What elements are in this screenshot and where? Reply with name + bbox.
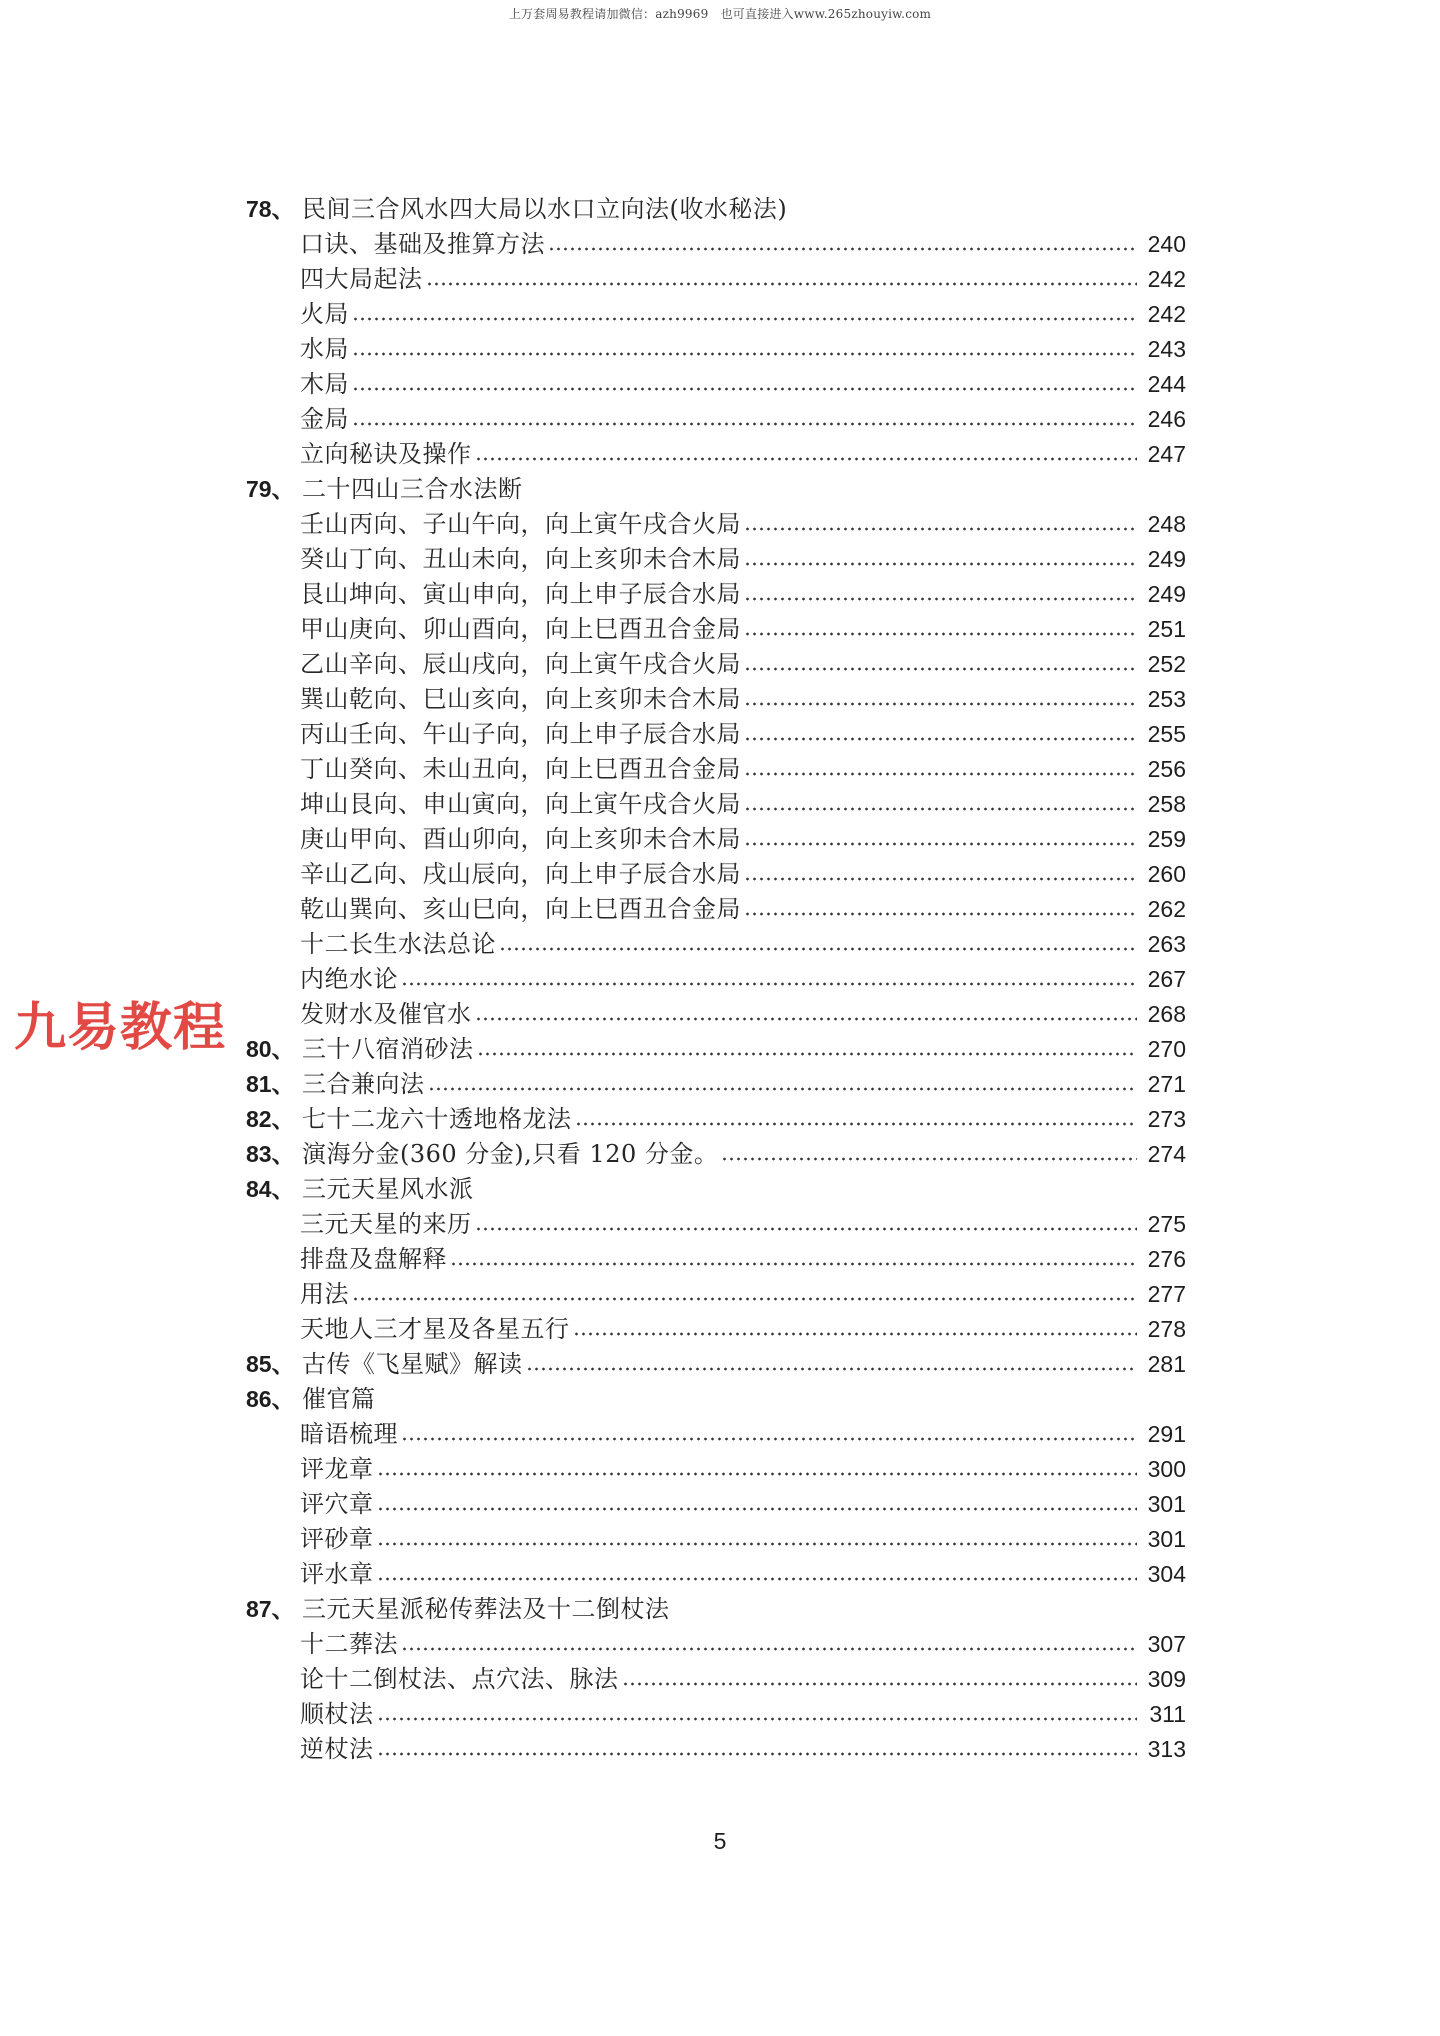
toc-entry-row: [246, 822, 1186, 857]
toc-entry-row: [246, 437, 1186, 472]
toc-entry-row: [246, 857, 1186, 892]
toc-entry-row: [246, 1487, 1186, 1522]
toc-entry-row: [246, 297, 1186, 332]
toc-page-number: 301: [1147, 1491, 1186, 1517]
toc-dot-leader: [377, 1541, 1138, 1547]
toc-dot-leader: [377, 1471, 1138, 1477]
toc-dot-leader: [744, 596, 1137, 602]
toc-entry-row: [246, 332, 1186, 367]
toc-entry-row: [246, 892, 1186, 927]
toc-entry-row: [246, 1277, 1186, 1312]
toc-entry-row: [246, 577, 1186, 612]
toc-dot-leader: [721, 1156, 1137, 1162]
toc-entry-title: 评龙章: [300, 1455, 374, 1483]
toc-page-number: 242: [1147, 301, 1186, 327]
toc-chapter-row: [246, 1592, 1186, 1627]
toc-page-number: 291: [1147, 1421, 1186, 1447]
toc-page-number: 255: [1147, 721, 1186, 747]
toc-page-number: 277: [1147, 1281, 1186, 1307]
toc-entry-title: 三合兼向法: [302, 1070, 425, 1098]
toc-entry-title: 评砂章: [300, 1525, 374, 1553]
toc-entry-title: 火局: [300, 300, 349, 328]
page-number: 5: [713, 1828, 727, 1854]
toc-page-number: 276: [1147, 1246, 1186, 1272]
toc-entry-title: 巽山乾向、巳山亥向，向上亥卯未合木局: [300, 685, 741, 713]
toc-entry-row: [246, 647, 1186, 682]
toc-entry-title: 壬山丙向、子山午向，向上寅午戌合火局: [300, 510, 741, 538]
toc-dot-leader: [475, 1226, 1138, 1232]
toc-chapter-number: 87、: [246, 1596, 295, 1622]
toc-entry-title: 古传《飞星赋》解读: [302, 1350, 523, 1378]
toc-page-number: 252: [1147, 651, 1186, 677]
toc-page-number: 251: [1147, 616, 1186, 642]
toc-entry-title: 二十四山三合水法断: [302, 475, 523, 503]
toc-entry-title: 三元天星派秘传葬法及十二倒杖法: [302, 1595, 670, 1623]
toc-dot-leader: [426, 281, 1138, 287]
toc-entry-title: 坤山艮向、申山寅向，向上寅午戌合火局: [300, 790, 741, 818]
toc-chapter-row: [246, 1382, 1186, 1417]
toc-entry-title: 催官篇: [302, 1385, 376, 1413]
toc-entry-title: 金局: [300, 405, 349, 433]
toc-page-number: 263: [1147, 931, 1186, 957]
toc-entry-row: [246, 367, 1186, 402]
toc-entry-row: [246, 962, 1186, 997]
toc-entry-title: 丁山癸向、未山丑向，向上巳酉丑合金局: [300, 755, 741, 783]
toc-entry-row: [246, 787, 1186, 822]
toc-entry-row: [246, 1452, 1186, 1487]
toc-entry-title: 评水章: [300, 1560, 374, 1588]
toc-page-number: 307: [1147, 1631, 1186, 1657]
toc-chapter-row: [246, 192, 1186, 227]
toc-dot-leader: [401, 1646, 1137, 1652]
toc-chapter-number: 80、: [246, 1036, 295, 1062]
toc-page-number: 304: [1147, 1561, 1186, 1587]
toc-page-number: 311: [1149, 1701, 1186, 1727]
toc-entry-row: [246, 997, 1186, 1032]
toc-entry-row: [246, 262, 1186, 297]
toc-page-number: 278: [1147, 1316, 1186, 1342]
toc-chapter-number: 82、: [246, 1106, 295, 1132]
toc-dot-leader: [352, 386, 1137, 392]
table-of-contents: [246, 192, 1186, 1767]
toc-page-number: 309: [1147, 1666, 1186, 1692]
toc-entry-row: [246, 402, 1186, 437]
toc-entry-title: 民间三合风水四大局以水口立向法(收水秘法): [302, 195, 788, 223]
toc-dot-leader: [352, 316, 1137, 322]
toc-entry-title: 内绝水论: [300, 965, 398, 993]
toc-entry-title: 艮山坤向、寅山申向，向上申子辰合水局: [300, 580, 741, 608]
toc-chapter-row: [246, 1067, 1186, 1102]
toc-dot-leader: [428, 1086, 1138, 1092]
toc-dot-leader: [477, 1051, 1138, 1057]
toc-entry-title: 十二长生水法总论: [300, 930, 496, 958]
toc-chapter-number: 85、: [246, 1351, 295, 1377]
toc-page-number: 260: [1147, 861, 1186, 887]
watermark-logo: 九易教程: [14, 998, 227, 1058]
toc-entry-row: [246, 1662, 1186, 1697]
toc-entry-title: 木局: [300, 370, 349, 398]
toc-entry-row: [246, 717, 1186, 752]
header-note: 上万套周易教程请加微信：azh9969 也可直接进入www.265zhouyiw.com: [508, 7, 932, 21]
toc-chapter-number: 81、: [246, 1071, 295, 1097]
toc-page-number: 249: [1147, 546, 1186, 572]
toc-entry-title: 甲山庚向、卯山酉向，向上巳酉丑合金局: [300, 615, 741, 643]
toc-entry-title: 排盘及盘解释: [300, 1245, 447, 1273]
toc-entry-title: 七十二龙六十透地格龙法: [302, 1105, 572, 1133]
toc-page-number: 300: [1147, 1456, 1186, 1482]
toc-entry-title: 发财水及催官水: [300, 1000, 472, 1028]
toc-dot-leader: [744, 561, 1137, 567]
toc-page-number: 253: [1147, 686, 1186, 712]
toc-page-number: 281: [1147, 1351, 1186, 1377]
toc-page-number: 256: [1147, 756, 1186, 782]
toc-dot-leader: [377, 1506, 1138, 1512]
toc-dot-leader: [475, 456, 1138, 462]
toc-chapter-number: 83、: [246, 1141, 295, 1167]
toc-page-number: 243: [1147, 336, 1186, 362]
toc-entry-title: 顺杖法: [300, 1700, 374, 1728]
toc-entry-title: 立向秘诀及操作: [300, 440, 472, 468]
toc-entry-title: 庚山甲向、酉山卯向，向上亥卯未合木局: [300, 825, 741, 853]
toc-entry-title: 演海分金(360 分金),只看 120 分金。: [302, 1140, 719, 1168]
toc-entry-title: 辛山乙向、戌山辰向，向上申子辰合水局: [300, 860, 741, 888]
toc-page-number: 246: [1147, 406, 1186, 432]
toc-dot-leader: [377, 1576, 1138, 1582]
toc-dot-leader: [744, 736, 1137, 742]
toc-page-number: 271: [1147, 1071, 1186, 1097]
toc-entry-row: [246, 1557, 1186, 1592]
toc-dot-leader: [573, 1331, 1138, 1337]
toc-dot-leader: [744, 771, 1137, 777]
toc-entry-title: 三元天星的来历: [300, 1210, 472, 1238]
toc-entry-row: [246, 1522, 1186, 1557]
toc-dot-leader: [499, 946, 1137, 952]
toc-dot-leader: [352, 1296, 1137, 1302]
toc-entry-row: [246, 1312, 1186, 1347]
toc-dot-leader: [575, 1121, 1138, 1127]
toc-dot-leader: [744, 526, 1137, 532]
toc-dot-leader: [744, 701, 1137, 707]
toc-entry-row: [246, 1417, 1186, 1452]
toc-page-number: 268: [1147, 1001, 1186, 1027]
toc-entry-title: 四大局起法: [300, 265, 423, 293]
toc-dot-leader: [377, 1716, 1138, 1722]
toc-page-number: 301: [1147, 1526, 1186, 1552]
toc-dot-leader: [401, 1436, 1137, 1442]
toc-page-number: 313: [1147, 1736, 1186, 1762]
toc-entry-title: 癸山丁向、丑山未向，向上亥卯未合木局: [300, 545, 741, 573]
toc-page-number: 259: [1147, 826, 1186, 852]
toc-entry-row: [246, 1207, 1186, 1242]
toc-entry-title: 评穴章: [300, 1490, 374, 1518]
toc-dot-leader: [475, 1016, 1138, 1022]
toc-chapter-row: [246, 1347, 1186, 1382]
toc-page-number: 242: [1147, 266, 1186, 292]
toc-entry-row: [246, 1697, 1186, 1732]
toc-dot-leader: [622, 1681, 1138, 1687]
toc-page-number: 244: [1147, 371, 1186, 397]
toc-chapter-row: [246, 1102, 1186, 1137]
toc-dot-leader: [548, 246, 1137, 252]
toc-page-number: 275: [1147, 1211, 1186, 1237]
toc-entry-row: [246, 752, 1186, 787]
toc-page-number: 247: [1147, 441, 1186, 467]
toc-entry-title: 三十八宿消砂法: [302, 1035, 474, 1063]
toc-dot-leader: [744, 876, 1137, 882]
toc-dot-leader: [352, 351, 1137, 357]
toc-dot-leader: [526, 1366, 1138, 1372]
toc-entry-row: [246, 1732, 1186, 1767]
toc-entry-row: [246, 612, 1186, 647]
toc-entry-title: 乙山辛向、辰山戌向，向上寅午戌合火局: [300, 650, 741, 678]
toc-entry-title: 论十二倒杖法、点穴法、脉法: [300, 1665, 619, 1693]
toc-entry-row: [246, 1627, 1186, 1662]
toc-dot-leader: [744, 631, 1137, 637]
toc-page-number: 270: [1147, 1036, 1186, 1062]
toc-entry-row: [246, 1242, 1186, 1277]
toc-chapter-number: 79、: [246, 476, 295, 502]
toc-chapter-row: [246, 472, 1186, 507]
toc-chapter-row: [246, 1172, 1186, 1207]
toc-dot-leader: [377, 1751, 1138, 1757]
toc-page-number: 267: [1147, 966, 1186, 992]
toc-entry-title: 水局: [300, 335, 349, 363]
toc-page-number: 240: [1147, 231, 1186, 257]
toc-page-number: 273: [1147, 1106, 1186, 1132]
toc-dot-leader: [401, 981, 1137, 987]
toc-entry-title: 乾山巽向、亥山巳向，向上巳酉丑合金局: [300, 895, 741, 923]
toc-dot-leader: [744, 666, 1137, 672]
toc-page-number: 274: [1147, 1141, 1186, 1167]
toc-entry-row: [246, 682, 1186, 717]
toc-dot-leader: [450, 1261, 1137, 1267]
toc-entry-title: 十二葬法: [300, 1630, 398, 1658]
toc-dot-leader: [744, 841, 1137, 847]
toc-page-number: 258: [1147, 791, 1186, 817]
toc-entry-row: [246, 927, 1186, 962]
toc-dot-leader: [744, 911, 1137, 917]
toc-chapter-number: 84、: [246, 1176, 295, 1202]
toc-page-number: 262: [1147, 896, 1186, 922]
toc-entry-title: 暗语梳理: [300, 1420, 398, 1448]
toc-entry-title: 逆杖法: [300, 1735, 374, 1763]
toc-entry-title: 三元天星风水派: [302, 1175, 474, 1203]
toc-dot-leader: [744, 806, 1137, 812]
toc-entry-title: 用法: [300, 1280, 349, 1308]
toc-page-number: 248: [1147, 511, 1186, 537]
toc-entry-title: 天地人三才星及各星五行: [300, 1315, 570, 1343]
toc-dot-leader: [352, 421, 1137, 427]
toc-entry-row: [246, 227, 1186, 262]
toc-entry-title: 丙山壬向、午山子向，向上申子辰合水局: [300, 720, 741, 748]
toc-chapter-number: 78、: [246, 196, 295, 222]
toc-chapter-number: 86、: [246, 1386, 295, 1412]
toc-page-number: 249: [1147, 581, 1186, 607]
toc-entry-row: [246, 507, 1186, 542]
toc-entry-row: [246, 542, 1186, 577]
toc-chapter-row: [246, 1137, 1186, 1172]
toc-chapter-row: [246, 1032, 1186, 1067]
toc-entry-title: 口诀、基础及推算方法: [300, 230, 545, 258]
